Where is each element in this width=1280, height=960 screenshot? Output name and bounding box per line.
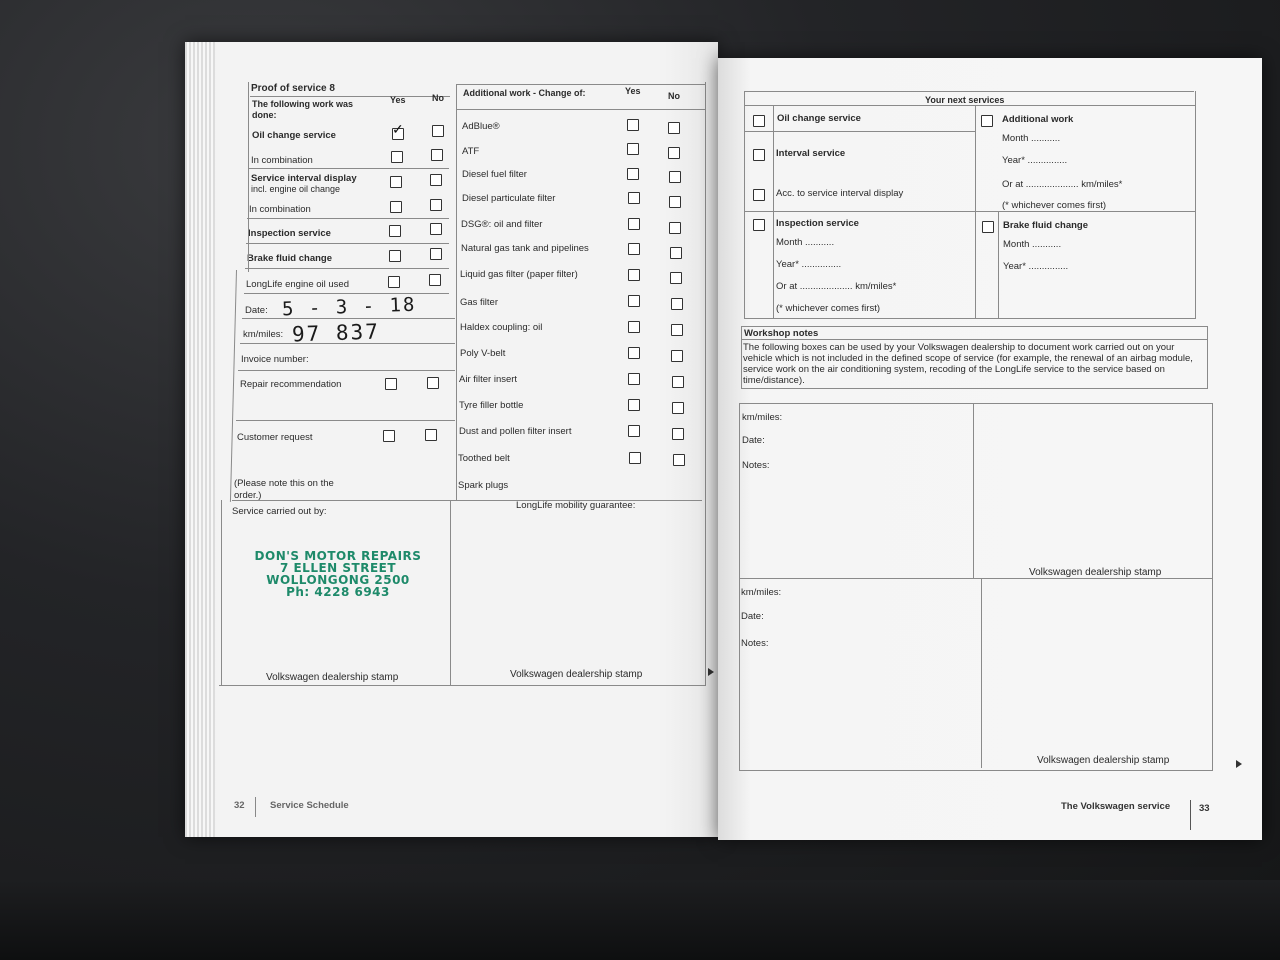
additional-work-label: Additional work [1002,114,1074,125]
year-label: Year* ............... [776,259,842,270]
additional-item: Poly V-belt [460,348,506,359]
invoice-label: Invoice number: [241,354,309,365]
checkbox[interactable] [430,199,442,211]
notes-label: Notes: [742,460,770,471]
month-label: Month ........... [1002,133,1061,144]
checkbox[interactable] [389,225,401,237]
checkbox[interactable] [668,122,680,134]
checkbox[interactable] [425,429,437,441]
additional-item: Tyre filler bottle [459,400,524,411]
checkbox[interactable] [627,119,639,131]
checkbox[interactable] [629,452,641,464]
whichever-label: (* whichever comes first) [776,303,880,314]
checkbox[interactable] [628,295,640,307]
whichever-label: (* whichever comes first) [1002,200,1106,211]
km-label: km/miles: [741,587,782,598]
additional-item: DSG®: oil and filter [461,219,543,230]
workshop-text: The following boxes can be used by your Volkswagen dealership to document work carried out on your vehicle which is not included in the defined scope of service (for example, the renewal of an airbag module, service work on the air conditioning system, recoding of the LongLife service to the service based on time/distance). [743,342,1193,386]
date-label: Date: [742,435,765,446]
interval-label: Interval service [776,148,846,159]
yes-label: Yes [390,95,406,105]
month-label: Month ........... [776,237,835,248]
work-item-label: Brake fluid change [247,253,332,264]
checkbox[interactable] [753,149,765,161]
checkbox[interactable] [627,143,639,155]
checkbox[interactable] [672,428,684,440]
checkbox[interactable] [430,223,442,235]
checkbox[interactable] [671,350,683,362]
checkbox[interactable] [427,377,439,389]
notes-grid [739,403,1213,771]
additional-item: Liquid gas filter (paper filter) [460,269,578,280]
checkbox[interactable] [627,168,639,180]
checkbox[interactable] [672,376,684,388]
next-arrow-icon [1236,760,1242,768]
year-label: Year* ............... [1003,261,1069,272]
checkbox[interactable] [628,218,640,230]
dealer-stamp-label: Volkswagen dealership stamp [266,672,399,683]
checkbox[interactable] [628,373,640,385]
checkbox[interactable] [982,221,994,233]
km-label: km/miles: [742,412,783,423]
checkbox[interactable] [671,324,683,336]
checkbox[interactable] [753,219,765,231]
page-number: 32 [234,800,245,811]
checkbox[interactable] [390,176,402,188]
checkbox[interactable] [628,243,640,255]
oil-no-checkbox[interactable] [432,125,444,137]
checkbox[interactable] [668,147,680,159]
date-label: Date: [741,611,764,622]
work-item-label: In combination [251,155,313,166]
workshop-title: Workshop notes [744,328,819,339]
work-header: The following work was done: [252,99,354,120]
dealer-stamp-label: Volkswagen dealership stamp [1037,755,1170,766]
date-value: 5 - 3 - 18 [281,293,417,321]
checkbox[interactable] [628,425,640,437]
checkbox[interactable] [628,321,640,333]
additional-item: Dust and pollen filter insert [459,426,572,437]
checkbox[interactable] [981,115,993,127]
checkbox[interactable] [628,192,640,204]
checkbox[interactable] [429,274,441,286]
checkbox[interactable] [385,378,397,390]
checkbox[interactable] [669,171,681,183]
or-at-label: Or at .................... km/miles* [1002,179,1123,190]
checkbox[interactable] [753,115,765,127]
checkbox[interactable] [391,151,403,163]
work-item-label: In combination [249,204,311,215]
checkbox[interactable] [753,189,765,201]
dealer-stamp-imprint: DON'S MOTOR REPAIRS 7 ELLEN STREET WOLLONGONG 2500 Ph: 4228 6943 [254,549,422,599]
checkbox[interactable] [430,174,442,186]
longlife-label: LongLife mobility guarantee: [516,500,636,511]
additional-item: Gas filter [460,297,499,308]
customer-label: Customer request [237,432,313,443]
additional-item: Air filter insert [459,374,518,385]
notes-label: Notes: [741,638,769,649]
no-label: No [432,93,444,103]
no-label: No [668,91,680,101]
checkbox[interactable] [389,250,401,262]
page-edges [185,42,215,837]
brake-label: Brake fluid change [1003,220,1088,231]
work-item-label: Inspection service [248,228,331,239]
service-by-label: Service carried out by: [232,506,327,517]
month-label: Month ........... [1003,239,1062,250]
checkbox[interactable] [383,430,395,442]
inspection-label: Inspection service [776,218,859,229]
additional-item: Diesel fuel filter [462,169,527,180]
work-item-label: Oil change service [252,130,336,141]
additional-item: ATF [462,146,480,157]
footer-title: The Volkswagen service [1061,801,1171,812]
checkbox[interactable] [672,402,684,414]
work-item-label: LongLife engine oil used [246,279,350,290]
checkbox[interactable] [669,222,681,234]
or-at-label: Or at .................... km/miles* [776,281,897,292]
checkbox[interactable] [673,454,685,466]
check-mark-icon: ✓ [392,121,404,137]
additional-header: Additional work - Change of: [463,88,586,98]
checkbox[interactable] [628,269,640,281]
proof-title: Proof of service 8 [251,83,335,94]
checkbox[interactable] [388,276,400,288]
next-services-header: Your next services [925,95,1005,105]
checkbox[interactable] [671,298,683,310]
checkbox[interactable] [628,347,640,359]
next-arrow-icon [708,668,714,676]
additional-item: Natural gas tank and pipelines [461,243,589,254]
checkbox[interactable] [670,247,682,259]
additional-item: Toothed belt [458,453,510,464]
note-label: (Please note this on the order.) [234,478,334,501]
additional-item: Haldex coupling: oil [460,322,543,333]
km-label: km/miles: [243,329,284,340]
additional-item: AdBlue® [462,121,500,132]
oil-change-label: Oil change service [777,113,861,124]
work-item-sub: incl. engine oil change [251,184,341,194]
page-number: 33 [1199,803,1210,814]
checkbox[interactable] [669,196,681,208]
dealer-stamp-label: Volkswagen dealership stamp [1029,567,1162,578]
km-value: 97 837 [291,319,381,347]
yes-label: Yes [625,86,641,96]
footer-title: Service Schedule [270,800,349,811]
repair-label: Repair recommendation [240,379,342,390]
checkbox[interactable] [670,272,682,284]
date-label: Date: [245,305,268,316]
additional-item: Diesel particulate filter [462,193,556,204]
checkbox[interactable] [431,149,443,161]
checkbox[interactable] [628,399,640,411]
work-item-label: Service interval display [251,173,357,184]
dealer-stamp-label: Volkswagen dealership stamp [510,669,643,680]
acc-interval-label: Acc. to service interval display [776,188,904,199]
checkbox[interactable] [390,201,402,213]
year-label: Year* ............... [1002,155,1068,166]
checkbox[interactable] [430,248,442,260]
additional-item: Spark plugs [458,480,509,491]
